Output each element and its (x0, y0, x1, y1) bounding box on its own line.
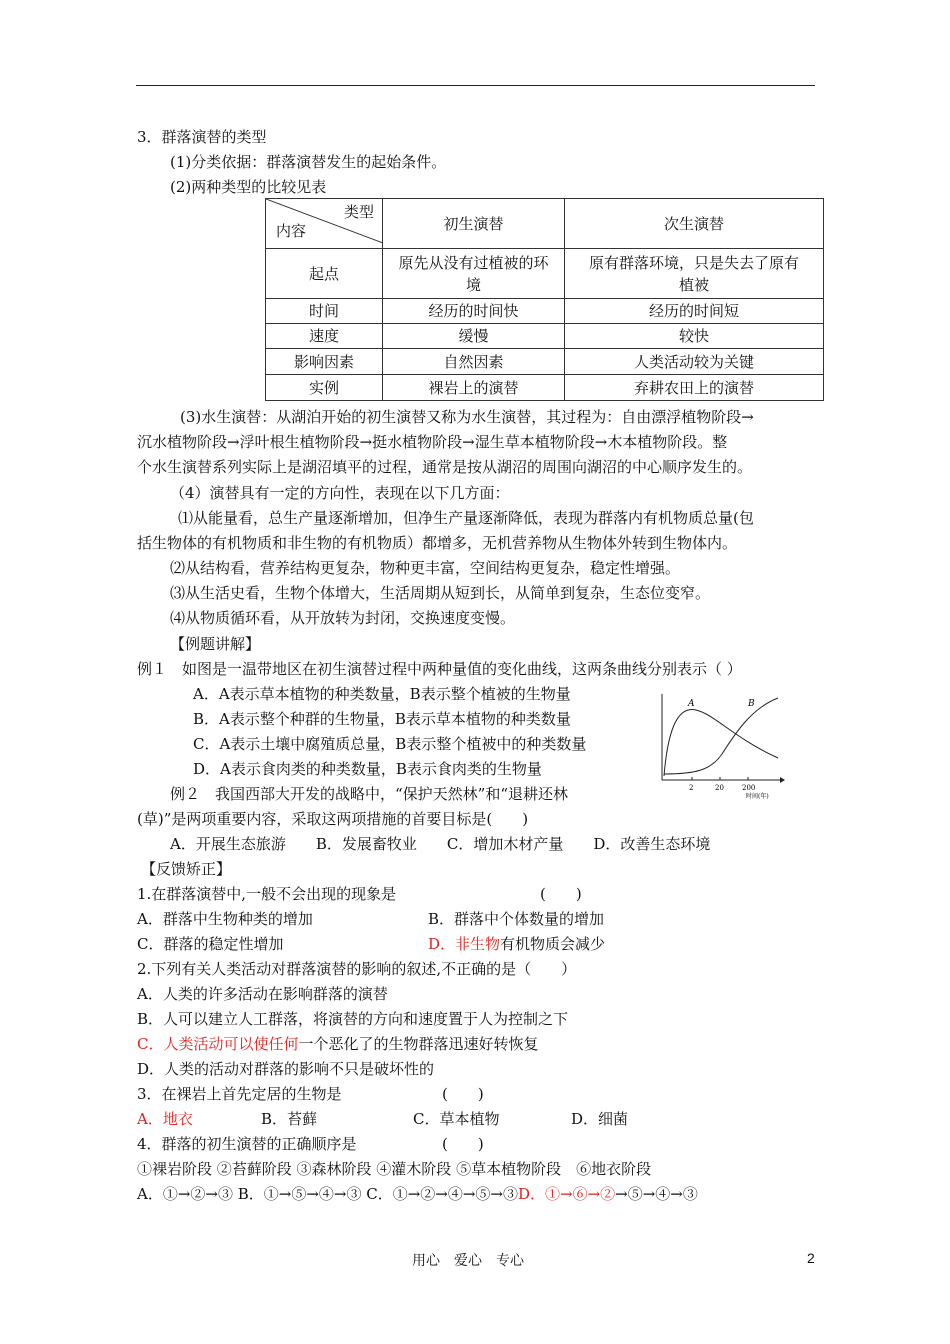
aquatic-succession-line-3: 个水生演替系列实际上是湖沼填平的过程，通常是按从湖沼的周围向湖沼的中心顺序发生的。 (137, 458, 753, 476)
q4-options: A．①→②→③ B．①→⑤→④→③ C．①→②→④→⑤→③D．①→⑥→②→⑤→④→③ (137, 1185, 698, 1203)
q2-question: 2.下列有关人类活动对群落演替的影响的叙述,不正确的是（ ） (137, 960, 577, 978)
table-cell: 自然因素 (383, 349, 565, 375)
classification-basis: (1)分类依据：群落演替发生的起始条件。 (170, 153, 447, 171)
feedback-header: 【反馈矫正】 (141, 860, 232, 878)
succession-curve-graph (656, 688, 786, 800)
table-cell: 裸岩上的演替 (383, 375, 565, 401)
direction-energy-2: 括生物体的有机物质和非生物的有机物质）都增多，无机营养物从生物体外转到生物体内。 (137, 534, 738, 552)
q3-option-a: A．地衣 (137, 1110, 193, 1128)
example-1-option-d: D．A表示食肉类的种类数量，B表示食肉类的生物量 (193, 760, 542, 778)
comparison-intro: (2)两种类型的比较见表 (170, 178, 327, 196)
example-1-option-a: A．A表示草本植物的种类数量，B表示整个植被的生物量 (193, 685, 571, 703)
direction-life-history: ⑶从生活史看，生物个体增大，生活周期从短到长，从简单到复杂，生态位变窄。 (170, 584, 711, 602)
header-secondary-succession: 次生演替 (565, 199, 824, 249)
direction-structure: ⑵从结构看，营养结构更复杂，物种更丰富，空间结构更复杂，稳定性增强。 (170, 559, 681, 577)
row-label: 起点 (266, 249, 383, 299)
q3-option-b: B．苔藓 (261, 1110, 318, 1128)
q4-stages: ①裸岩阶段 ②苔藓阶段 ③森林阶段 ④灌木阶段 ⑤草本植物阶段 ⑥地衣阶段 (137, 1160, 652, 1178)
table-row (266, 249, 824, 299)
aquatic-succession-line-1: (3)水生演替：从湖泊开始的初生演替又称为水生演替，其过程为：自由漂浮植物阶段→ (180, 408, 754, 426)
table-cell: 缓慢 (383, 324, 565, 349)
page-number: 2 (807, 1250, 815, 1266)
row-label: 实例 (266, 375, 383, 401)
corner-type-label: 类型 (343, 203, 374, 221)
q3-option-c: C．草本植物 (413, 1110, 500, 1128)
q4-answer-blank: ( ) (442, 1135, 484, 1153)
q1-option-c: C．群落的稳定性增加 (137, 935, 284, 953)
x-axis-label: 时间(年) (746, 793, 769, 800)
q4-question: 4．群落的初生演替的正确顺序是 (137, 1135, 357, 1153)
tick-label: 2 (689, 784, 694, 792)
row-label: 速度 (266, 324, 383, 349)
x-axis-arrow (780, 777, 785, 783)
q2-option-c: C．人类活动可以使任何一个恶化了的生物群落迅速好转恢复 (137, 1035, 539, 1053)
corner-content-label: 内容 (276, 222, 307, 240)
row-label: 时间 (266, 299, 383, 324)
curve-b (664, 698, 778, 774)
q3-question: 3．在裸岩上首先定居的生物是 (137, 1085, 342, 1103)
table-row (266, 375, 824, 401)
q1-option-d: D．非生物有机物质会减少 (428, 935, 606, 953)
curve-a (664, 710, 778, 776)
table-row (266, 349, 824, 375)
q1-question: 1.在群落演替中,一般不会出现的现象是 (137, 885, 397, 903)
example-1-option-c: C．A表示土壤中腐殖质总量，B表示整个植被中的种类数量 (193, 735, 587, 753)
table-row (266, 324, 824, 349)
q1-answer-blank: ( ) (540, 885, 582, 903)
footer-motto: 用心 爱心 专心 (412, 1253, 524, 1269)
section-title: 3．群落演替的类型 (137, 128, 267, 146)
table-cell: 原有群落环境，只是失去了原有 植被 (565, 249, 824, 299)
tick-label: 20 (715, 784, 724, 792)
table-row (266, 299, 824, 324)
example-2-line-2: (草)”是两项重要内容，采取这两项措施的首要目标是( ) (137, 810, 529, 828)
q2-option-b: B．人可以建立人工群落，将演替的方向和速度置于人为控制之下 (137, 1010, 569, 1028)
example-1-option-b: B．A表示整个种群的生物量，B表示草本植物的种类数量 (193, 710, 571, 728)
tick-label: 200 (742, 784, 756, 792)
row-label: 影响因素 (266, 349, 383, 375)
examples-header: 【例题讲解】 (170, 635, 261, 653)
direction-energy-1: ⑴从能量看，总生产量逐渐增加，但净生产量逐渐降低，表现为群落内有机物质总量(包 (178, 509, 754, 527)
q2-option-d: D．人类的活动对群落的影响不只是破坏性的 (137, 1060, 435, 1078)
q2-option-a: A．人类的许多活动在影响群落的演替 (137, 985, 388, 1003)
table-cell: 弃耕农田上的演替 (565, 375, 824, 401)
table-cell: 人类活动较为关键 (565, 349, 824, 375)
q1-option-b: B．群落中个体数量的增加 (428, 910, 605, 928)
q1-option-a: A．群落中生物种类的增加 (137, 910, 313, 928)
example-2-line-1: 例２ 我国西部大开发的战略中，“保护天然林”和“退耕还林 (170, 785, 569, 803)
table-corner-cell (266, 199, 383, 249)
direction-material-cycle: ⑷从物质循环看，从开放转为封闭，交换速度变慢。 (170, 609, 516, 627)
curve-a-label: A (688, 699, 695, 709)
comparison-table (265, 198, 824, 401)
example-2-options: A．开展生态旅游 B．发展畜牧业 C．增加木材产量 D．改善生态环境 (170, 835, 711, 853)
table-cell: 经历的时间短 (565, 299, 824, 324)
aquatic-succession-line-2: 沉水植物阶段→浮叶根生植物阶段→挺水植物阶段→湿生草本植物阶段→木本植物阶段。整 (137, 433, 728, 451)
table-cell: 原先从没有过植被的环 境 (383, 249, 565, 299)
example-1-question: 例１ 如图是一温带地区在初生演替过程中两种量值的变化曲线，这两条曲线分别表示（ ） (137, 660, 742, 678)
q3-option-d: D．细菌 (571, 1110, 629, 1128)
header-rule (136, 85, 815, 86)
curve-b-label: B (748, 699, 755, 709)
header-primary-succession: 初生演替 (383, 199, 565, 249)
direction-intro: （4）演替具有一定的方向性，表现在以下几方面： (170, 484, 510, 502)
table-cell: 较快 (565, 324, 824, 349)
table-cell: 经历的时间快 (383, 299, 565, 324)
q3-answer-blank: ( ) (442, 1085, 484, 1103)
